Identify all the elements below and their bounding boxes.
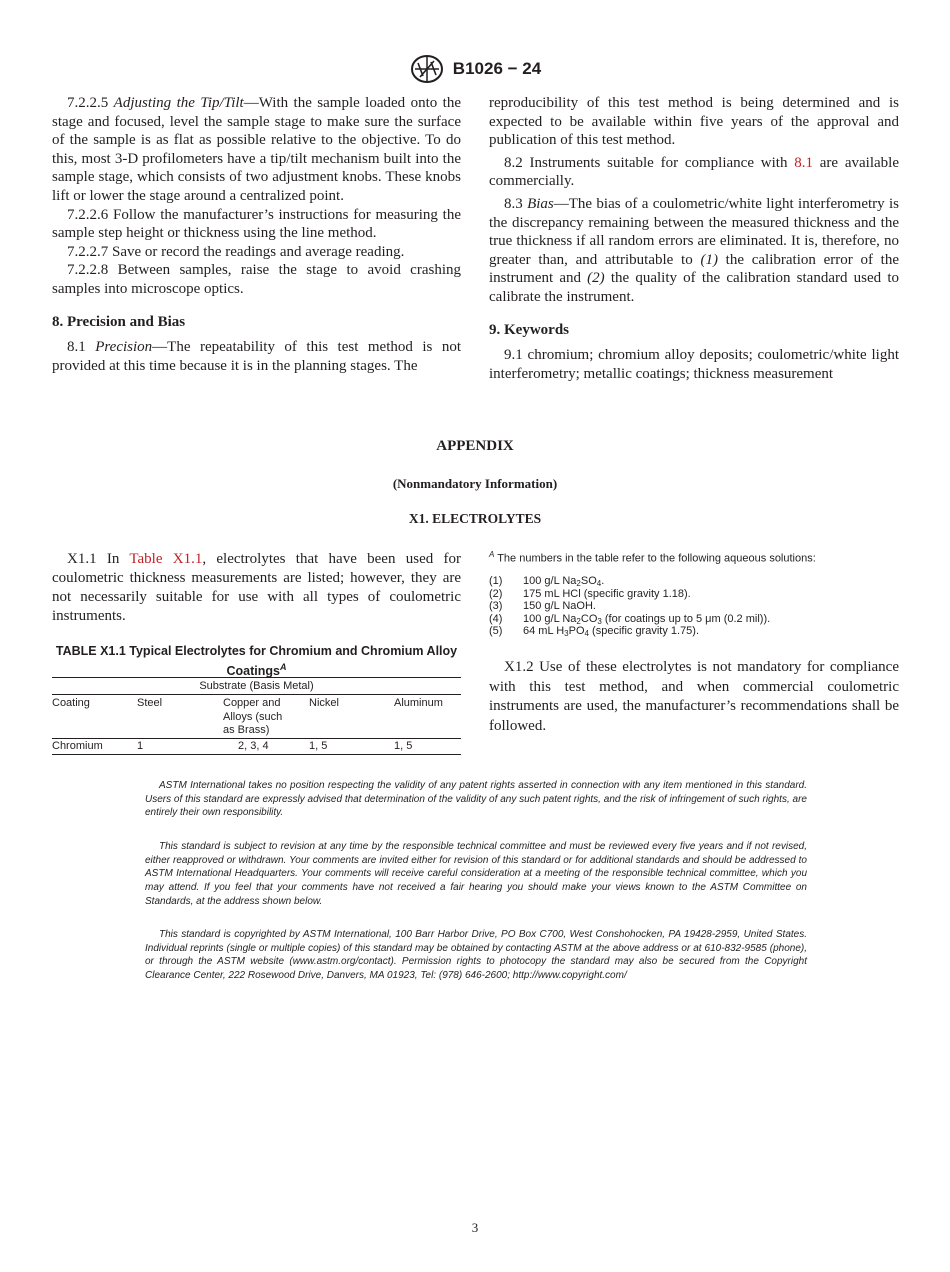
left-column: [52, 94, 461, 375]
header-aluminum: Aluminum: [394, 697, 443, 709]
footnote-item: (3) 150 g/L NaOH.: [489, 600, 596, 613]
paragraph-7-2-2-6: 7.2.2.6 Follow the manufacturer’s instructions for measuring the sample step height or thickness using the line method.: [52, 206, 461, 242]
x1-1-block: [52, 550, 461, 626]
section-8-1-link[interactable]: 8.1: [794, 154, 813, 171]
document-designation: B1026 − 24: [452, 59, 542, 78]
paragraph-7-2-2-7: 7.2.2.7 Save or record the readings and average reading.: [67, 243, 405, 260]
x1-section-title: X1. ELECTROLYTES: [408, 511, 542, 526]
page-number: 3: [471, 1220, 479, 1235]
footnote-item: (4) 100 g/L $Na_2CO_3$ (for coatings up to 5 μm (0.2 mil)).: [489, 612, 771, 626]
page-header: [0, 54, 950, 84]
cell-steel: 1: [137, 740, 144, 752]
paragraph-8-2: 8.2 Instruments suitable for compliance with 8.1 are available commercially.: [489, 154, 899, 190]
paragraph-8-1: 8.1 Precision—The repeatability of this test method is not provided at this time because it is in the planning stages. The: [52, 339, 461, 374]
cell-copper: 2, 3, 4: [238, 740, 269, 752]
table-bottom-rule: [52, 754, 461, 755]
legal-revision-notice: This standard is subject to revision at any time by the responsible technical committee and must be reviewed every five years and if not revised, either reapproved or withdrawn. Your comments are invited either for revision of this standard or for additional standards and should be addressed to ASTM International Headquarters. Your comments will receive careful consideration at a meeting of the responsible technical committee, which you may attend. If you feel that your comments have not received a fair hearing you should make your views known to the ASTM Committee on Standards, at the address shown below.: [145, 841, 807, 907]
right-column: [489, 94, 899, 383]
legal-copyright-notice: This standard is copyrighted by ASTM International, 100 Barr Harbor Drive, PO Box C700, West Conshohocken, PA 19428-2959, United States. Individual reprints (single or multiple copies) of this standard may be obtained by contacting ASTM at the above address or at 610-832-9585 (phone), or through the ASTM website (www.astm.org/contact). Permission rights to photocopy the standard may also be secured from the Copyright Clearance Center, 222 Rosewood Drive, Danvers, MA 01923, Tel: (978) 646-2600; http://www.copyright.com/: [145, 929, 807, 982]
footnote-item: (5) 64 mL $H_3PO_4$ (specific gravity 1.75).: [489, 625, 700, 639]
paragraph-x1-2: X1.2 Use of these electrolytes is not mandatory for compliance with this test method, and when commercial coulometric instruments are used, the manufacturer’s recommendations shall be followed.: [489, 659, 899, 734]
appendix-subtitle: (Nonmandatory Information): [392, 476, 558, 491]
table-spanner: Substrate (Basis Metal): [199, 680, 314, 692]
section-9-heading: 9. Keywords: [489, 321, 569, 338]
header-copper: Copper and Alloys (such as Brass): [223, 697, 283, 736]
table-spanner-row: [52, 678, 461, 694]
paragraph-7-2-2-5: 7.2.2.5 Adjusting the Tip/Tilt—With the sample loaded onto the stage and focused, level the sample stage to make sure the surface of the sample is as flat as possible relative to the objective. To do this, most 3-D profilometers have a tip/tilt mechanism built into the sample stage, which consists of two adjustment knobs. These knobs lift or lower the stage around a centralized point.: [52, 95, 461, 204]
legal-patent-notice: ASTM International takes no position respecting the validity of any patent rights asserted in connection with any item mentioned in this standard. Users of this standard are expressly advised that determination of the validity of any such patent rights, and the risk of infringement of such rights, are entirely their own responsibility.: [145, 780, 807, 819]
header-nickel: Nickel: [309, 697, 339, 709]
table-row: [52, 739, 461, 754]
x1-2-block: [489, 658, 899, 736]
table-x1-1-link[interactable]: Table X1.1: [129, 551, 203, 567]
table-caption: TABLE X1.1 Typical Electrolytes for Chromium and Chromium Alloy Coatings$^A$: [55, 644, 458, 679]
cell-coating: Chromium: [52, 740, 103, 752]
paragraph-9-1: 9.1 chromium; chromium alloy deposits; coulometric/white light interferometry; metallic coatings; thickness measurement: [489, 347, 899, 382]
section-8-heading: 8. Precision and Bias: [52, 313, 186, 330]
table-header-row: [52, 695, 461, 738]
paragraph-8-3: 8.3 Bias—The bias of a coulometric/white light interferometry is the discrepancy remaining between the measured thickness and the true thickness if all random errors are eliminated. It is, therefore, no greater than, and attributable to (1) the calibration error of the instrument and (2) the quality of the calibration standard used to calibrate the instrument.: [489, 195, 900, 305]
electrolytes-table: [52, 677, 461, 755]
header-steel: Steel: [137, 697, 163, 709]
table-footnotes: [489, 549, 899, 638]
appendix-title: APPENDIX: [436, 438, 514, 454]
paragraph-7-2-2-8: 7.2.2.8 Between samples, raise the stage to avoid crashing samples into microscope optics.: [52, 262, 461, 297]
paragraph-x1-1: X1.1 In Table X1.1, electrolytes that have been used for coulometric thickness measurements are listed; however, they are not necessarily suitable for use with all types of coulometric instruments.: [52, 551, 462, 624]
header-coating: Coating: [52, 697, 90, 709]
astm-logo-icon: [409, 54, 445, 84]
footnote-intro: $^A$ The numbers in the table refer to the following aqueous solutions:: [489, 550, 816, 565]
footnote-item: (2) 175 mL HCl (specific gravity 1.18).: [489, 587, 691, 600]
cell-aluminum: 1, 5: [394, 740, 413, 752]
cell-nickel: 1, 5: [309, 740, 328, 752]
footnote-item: (1) 100 g/L $Na_2SO_4$.: [489, 575, 605, 589]
paragraph-8-1-continued: reproducibility of this test method is being determined and is expected to be available within five years of the approval and publication of this test method.: [489, 95, 899, 149]
